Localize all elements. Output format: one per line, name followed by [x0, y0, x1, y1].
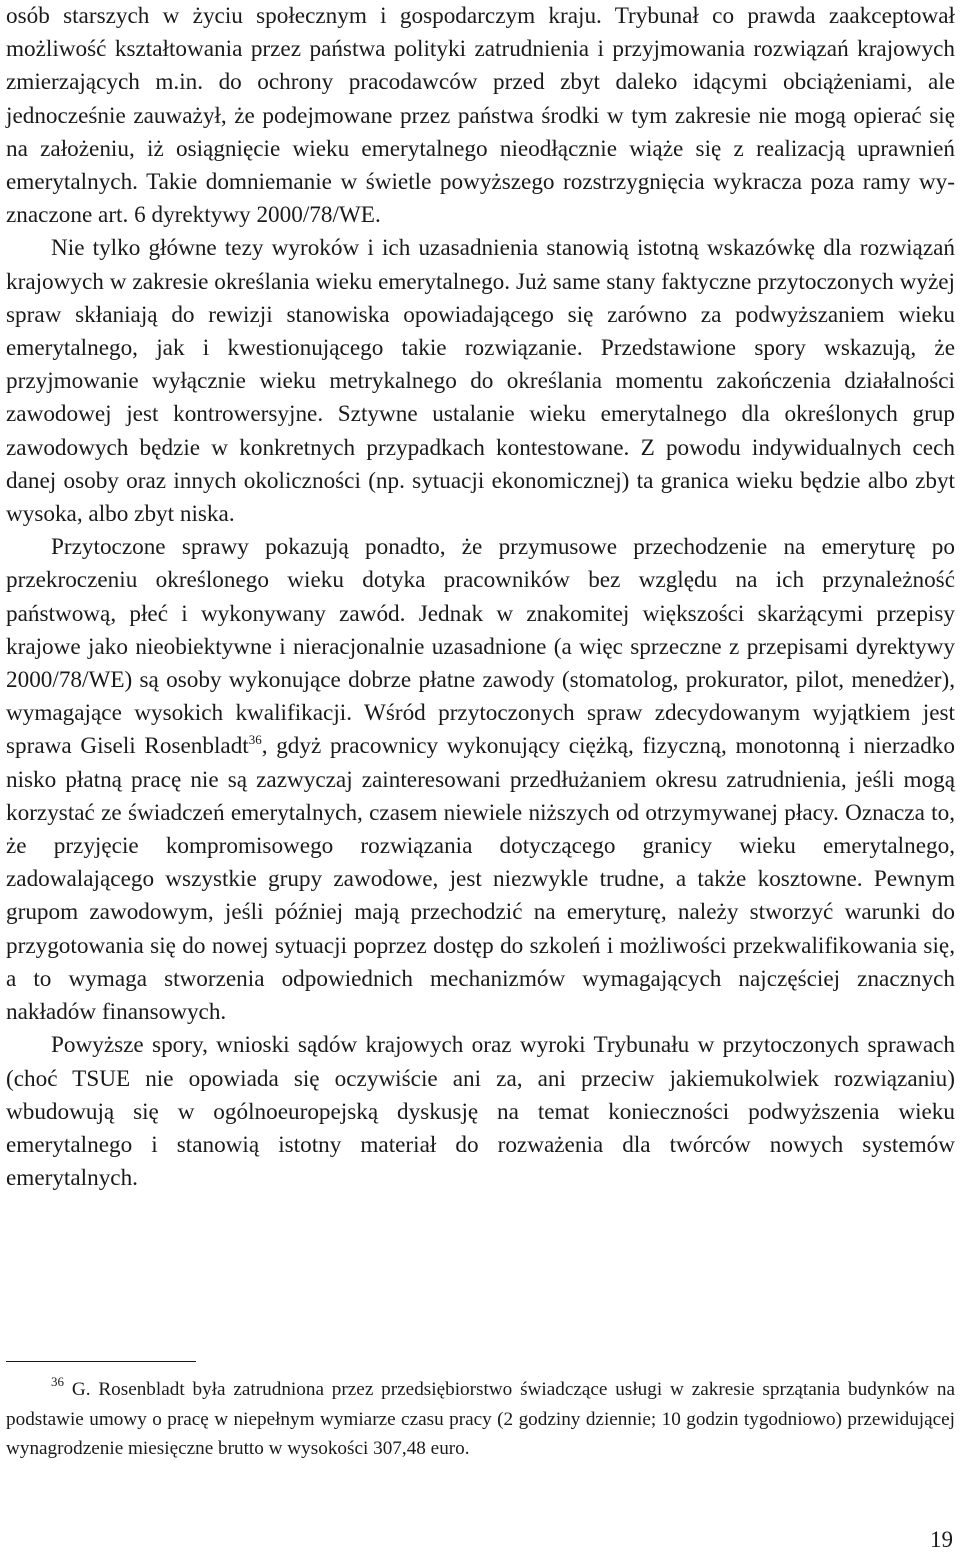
- paragraph-2: Nie tylko główne tezy wyroków i ich uzasadnienia stanowią istotną wskazówkę dla rozwiązań krajowych w zakresie określania wieku emerytalnego. Już same stany faktyczne przytoczonych wyżej spraw skłaniają do rewizji stanowiska opowiadającego się zarówno za podwyższaniem wieku emerytalnego, jak i kwestionującego takie rozwiązanie. Przedstawione spory wskazują, że przyjmowanie wyłącznie wieku metrykalnego do określania momentu zakończenia działalności zawodowej jest kontrowersyjne. Sztywne ustalanie wieku emerytalnego dla określonych grup zawodowych będzie w konkretnych przypadkach kontestowane. Z powodu indywidualnych cech danej osoby oraz innych okoliczności (np. sytuacji ekonomicznej) ta granica wieku będzie albo zbyt wysoka, albo zbyt niska.: [6, 235, 955, 528]
- footnote-reference-36[interactable]: 36: [248, 732, 262, 748]
- page-number: 19: [930, 1527, 953, 1552]
- paragraph-3: [6, 531, 955, 1029]
- paragraph-4: Powyższe spory, wnioski sądów krajowych oraz wyroki Trybunału w przytoczonych sprawach (choć TSUE nie opowiada się oczywiście ani za, ani przeciw jakiemukolwiek rozwiązaniu) wbudowują się w ogólnoeuropejską dyskusję na temat konieczności podwyższenia wieku emerytalnego i stanowią istotny materiał do rozważenia dla twórców nowych systemów emerytalnych.: [6, 1032, 955, 1192]
- paragraph-3-text-after-note: , gdyż pracownicy wykonujący ciężką, fizyczną, monotonną i nierzadko nisko płatną pracę nie są zazwyczaj zainteresowani przedłużaniem okresu zatrudnienia, jeśli mogą korzystać ze świadczeń emerytalnych, czasem niewiele niższych od otrzymywanej płacy. Oznacza to, że przyjęcie kompromisowego rozwiązania dotyczącego granicy wieku emerytalnego, zadowalającego wszystkie grupy zawodowe, jest niezwykle trudne, a także kosztowne. Pewnym grupom zawodowym, jeśli później mają przechodzić na emeryturę, należy stworzyć warunki do przygotowania się do nowej sytuacji poprzez dostęp do szkoleń i możliwości przekwalifikowania się, a to wymaga stworzenia odpowiednich mechanizmów wymagających najczęściej znacznych nakładów finansowych.: [6, 733, 955, 1026]
- paragraph-3-text-before-note: Przytoczone sprawy pokazują ponadto, że przymusowe przechodzenie na emeryturę po przekroczeniu określonego wieku dotyka pracowników bez względu na ich przynależność państwową, płeć i wykonywany zawód. Jednak w znakomitej większości skarżącymi przepisy krajowe jako nieobiektywne i nieracjonalnie uzasadnione (a więc sprzeczne z przepisami dyrektywy 2000/78/WE) są osoby wykonujące dobrze płatne zawody (stomatolog, prokurator, pilot, menedżer), wymagające wysokich kwalifikacji. Wśród przytoczonych spraw zdecydowanym wyjątkiem jest sprawa Giseli Rosenbladt: [6, 534, 955, 760]
- footnote-separator: [6, 1361, 196, 1362]
- document-body: [6, 0, 955, 1195]
- paragraph-1: osób starszych w życiu społecznym i gospodarczym kraju. Trybunał co prawda zaakceptował możliwość kształtowania przez państwa polityki zatrudnienia i przyjmowania rozwiązań krajowych zmierzających m.in. do ochrony pracodawców przed zbyt daleko idącymi obciążeniami, ale jednocześnie zauważył, że podejmowane przez państwa środki w tym zakresie nie mogą opierać się na założeniu, iż osiągnięcie wieku emerytalnego nieodłącznie wiąże się z realizacją uprawnień emerytalnych. Takie domniemanie w świetle powyższego rozstrzygnięcia wykracza poza ramy wyznaczone art. 6 dyrektywy 2000/78/WE.: [6, 3, 955, 229]
- footnote-text: G. Rosenbladt była zatrudniona przez przedsiębiorstwo świadczące usługi w zakresie sprzątania budynków na podstawie umowy o pracę w niepełnym wymiarze czasu pracy (2 godziny dziennie; 10 godzin tygodniowo) przewidującej wynagrodzenie miesięczne brutto w wysokości 307,48 euro.: [6, 1379, 955, 1459]
- footnote-36: [6, 1375, 955, 1464]
- footnote-number: 36: [51, 1374, 64, 1389]
